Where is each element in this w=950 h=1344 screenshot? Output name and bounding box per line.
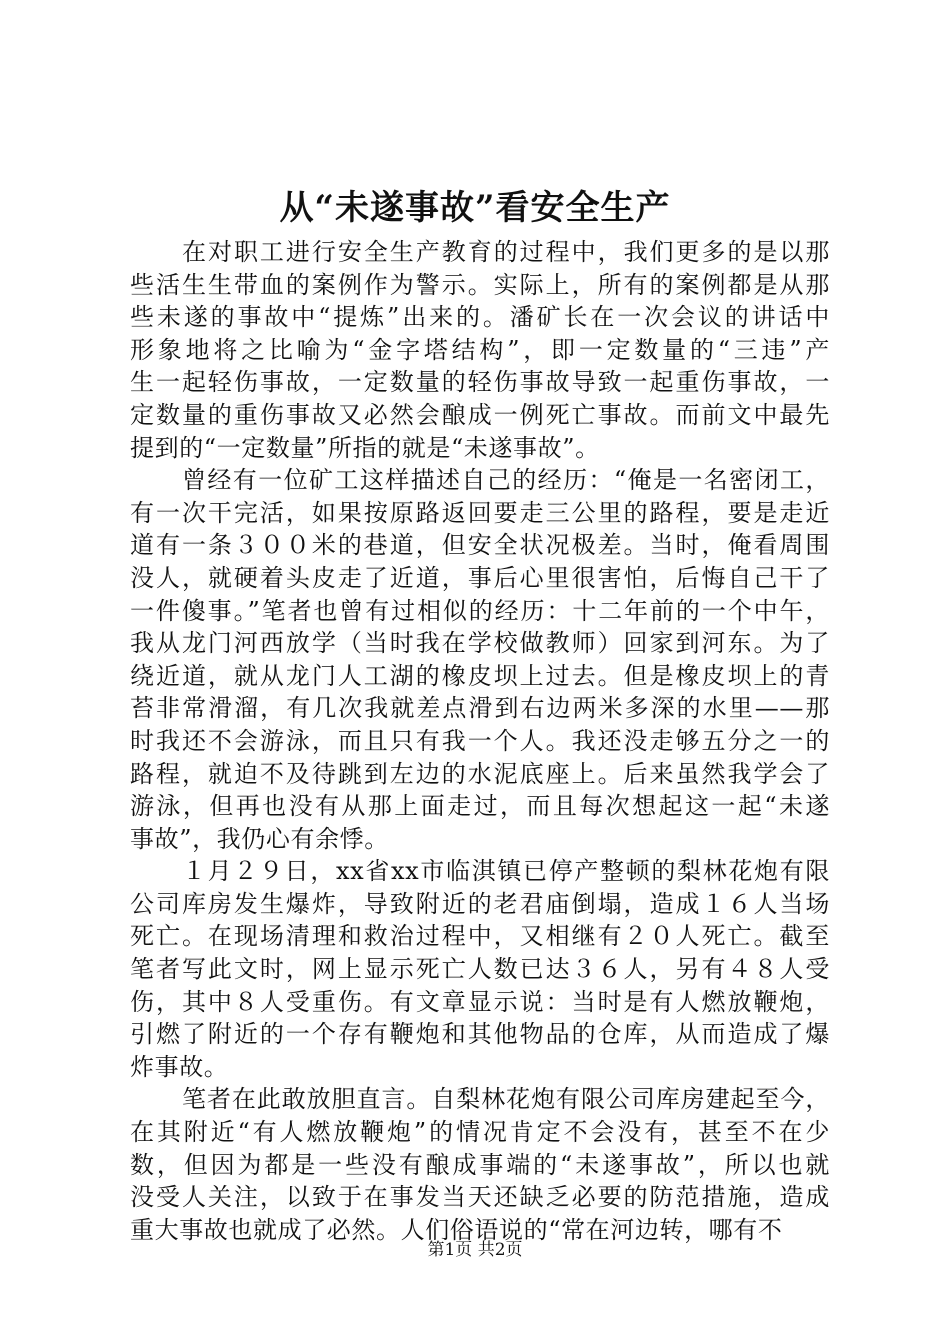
paragraph-line: 些活生生带血的案例作为警示。实际上，所有的案例都是从那 — [130, 270, 830, 299]
paragraph-line: 伤，其中８人受重伤。有文章显示说：当时是有人燃放鞭炮， — [130, 987, 830, 1016]
paragraph-line: 苔非常滑溜，有几次我就差点滑到右边两米多深的水里——那 — [130, 694, 830, 723]
paragraph-line: 在其附近“有人燃放鞭炮”的情况肯定不会没有，甚至不在少 — [130, 1118, 830, 1147]
paragraph-line: 生一起轻伤事故，一定数量的轻伤事故导致一起重伤事故，一 — [130, 368, 830, 397]
paragraph-line: 笔者写此文时，网上显示死亡人数已达３６人，另有４８人受 — [130, 955, 830, 984]
paragraph-line: １月２９日，xx省xx市临淇镇已停产整顿的梨林花炮有限 — [182, 857, 830, 886]
paragraph — [130, 236, 830, 464]
paragraph-line: 我从龙门河西放学（当时我在学校做教师）回家到河东。为了 — [130, 629, 830, 658]
paragraph-line: 绕近道，就从龙门人工湖的橡皮坝上过去。但是橡皮坝上的青 — [130, 661, 830, 690]
paragraph-line: 形象地将之比喻为“金字塔结构”，即一定数量的“三违”产 — [130, 335, 830, 364]
document-body — [130, 236, 830, 1246]
paragraph-line: 有一次干完活，如果按原路返回要走三公里的路程，要是走近 — [130, 498, 830, 527]
paragraph-line: 些未遂的事故中“提炼”出来的。潘矿长在一次会议的讲话中 — [130, 303, 830, 332]
paragraph-line: 没人，就硬着头皮走了近道，事后心里很害怕，后悔自己干了 — [130, 563, 830, 592]
page-footer: 第1页 共2页 — [427, 1240, 523, 1260]
paragraph-line: 在对职工进行安全生产教育的过程中，我们更多的是以那 — [182, 238, 830, 266]
paragraph-line: 路程，就迫不及待跳到左边的水泥底座上。后来虽然我学会了 — [130, 759, 830, 788]
paragraph-line: 死亡。在现场清理和救治过程中，又相继有２０人死亡。截至 — [130, 922, 830, 951]
paragraph — [130, 1083, 830, 1246]
paragraph-line: 道有一条３００米的巷道，但安全状况极差。当时，俺看周围 — [130, 531, 830, 560]
paragraph-line: 炸事故。 — [130, 1052, 229, 1081]
paragraph-line: 游泳，但再也没有从那上面走过，而且每次想起这一起“未遂 — [130, 792, 830, 821]
paragraph-line: 一件傻事。”笔者也曾有过相似的经历：十二年前的一个中午， — [130, 596, 830, 625]
paragraph-line: 定数量的重伤事故又必然会酿成一例死亡事故。而前文中最先 — [130, 400, 830, 429]
paragraph-line: 事故”，我仍心有余悸。 — [130, 824, 389, 853]
paragraph-line: 数，但因为都是一些没有酿成事端的“未遂事故”，所以也就 — [130, 1150, 830, 1179]
paragraph-line: 重大事故也就成了必然。人们俗语说的“常在河边转，哪有不 — [130, 1215, 783, 1244]
paragraph — [130, 464, 830, 855]
paragraph-line: 笔者在此敢放胆直言。自梨林花炮有限公司库房建起至今， — [182, 1085, 830, 1114]
paragraph-line: 引燃了附近的一个存有鞭炮和其他物品的仓库，从而造成了爆 — [130, 1020, 830, 1049]
paragraph-line: 曾经有一位矿工这样描述自己的经历：“俺是一名密闭工， — [182, 466, 830, 495]
paragraph-line: 时我还不会游泳，而且只有我一个人。我还没走够五分之一的 — [130, 726, 830, 755]
document-title: 从“未遂事故”看安全生产 — [279, 188, 671, 228]
paragraph-line: 公司库房发生爆炸，导致附近的老君庙倒塌，造成１６人当场 — [130, 889, 830, 918]
paragraph — [130, 855, 830, 1083]
paragraph-line: 没受人关注，以致于在事发当天还缺乏必要的防范措施，造成 — [130, 1183, 830, 1212]
paragraph-line: 提到的“一定数量”所指的就是“未遂事故”。 — [130, 433, 600, 462]
